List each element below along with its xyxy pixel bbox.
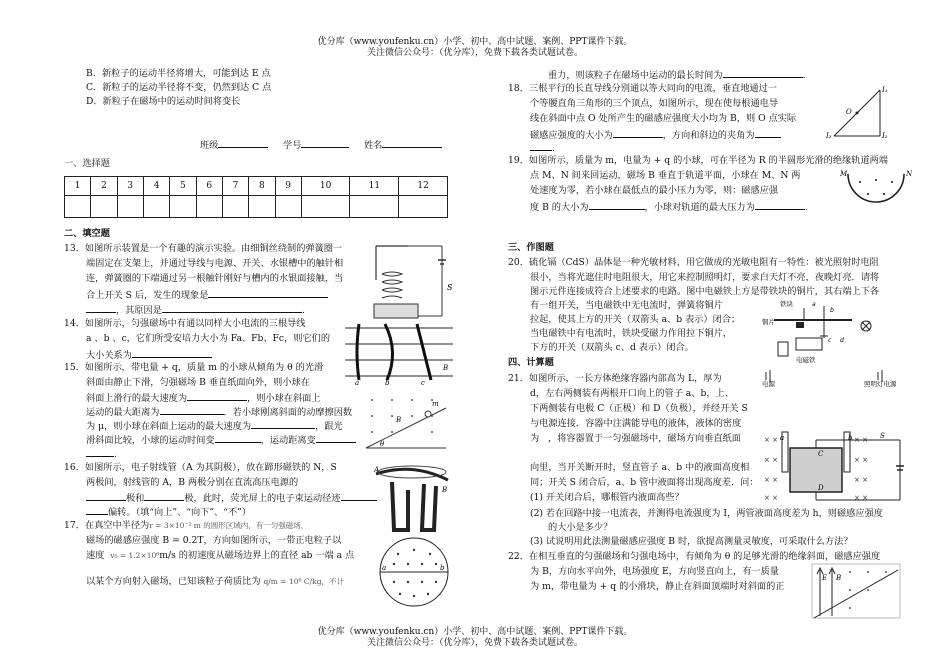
q16-label-B: B <box>442 486 448 494</box>
q20-line-5: 拉起，使其上方的开关（双箭头 a、b 表示）闭合； <box>530 314 741 325</box>
answer-number-cell: 11 <box>350 177 399 196</box>
q15-blank-3[interactable] <box>251 419 315 429</box>
q13-text: 合上开关 S 后，发生的现象是 <box>86 290 209 301</box>
answer-number-cell: 9 <box>275 177 301 196</box>
id-blank[interactable] <box>301 138 349 148</box>
answer-blank-cell[interactable] <box>350 196 399 218</box>
q17-label-b: b <box>440 564 445 572</box>
q21-label-a: a <box>780 434 785 442</box>
q14-blank[interactable] <box>132 348 212 358</box>
q16-line-1: 16．如图所示，电子射线管（A 为其阴极），放在蹄形磁铁的 N，S <box>64 462 337 473</box>
q15-figure <box>362 392 450 454</box>
footer-line-1: 优分库（www.youfenku.cn）小学、初中、高中试题、案例、PPT课件下载。 <box>317 627 633 637</box>
q20-figure <box>760 298 910 388</box>
svg-text:× ×: × × <box>854 476 868 484</box>
id-label: 学号 <box>282 140 302 151</box>
q18-t1: 磁感应强度的大小为 <box>530 130 613 141</box>
q21-line-3: 下两侧装有电极 C（正极）和 D（负极），并经开关 S <box>530 403 748 414</box>
section-choice: 一、选择题 <box>64 158 110 169</box>
svg-text:× ×: × × <box>854 456 868 464</box>
q15-label-theta: θ <box>380 440 385 448</box>
q17-cont: 重力，则该粒子在磁场中运动的最长时间为 . <box>548 70 806 81</box>
answer-blank-cell[interactable] <box>275 196 301 218</box>
answer-number-cell: 1 <box>65 177 91 196</box>
q13-line-5: ，其原因是 . <box>86 303 305 317</box>
section-calc: 四、计算题 <box>508 357 554 368</box>
q20-line-2: 很小，当将光遮住时电阻很大，用它来控制照明灯，要求白天灯不亮，夜晚灯亮．请将 <box>530 272 880 283</box>
q18-label-i3: I₃ <box>826 132 832 140</box>
svg-text:× ×: × × <box>854 436 868 444</box>
header-line-2: 关注微信公众号：（优分库），免费下载各类试题试卷。 <box>366 48 583 58</box>
q18-label-o: O <box>846 108 852 116</box>
q21-t1: 为 <box>530 433 540 444</box>
answer-blank-cell[interactable] <box>249 196 275 218</box>
q21-line-2: d，左右两侧装有两根开口向上的管子 a、b，上、 <box>530 388 734 399</box>
q18-line-2: 个等腰直角三角形的三个顶点，如图所示，现在使每根通电导 <box>530 98 779 109</box>
q20-magnet-label: 电磁铁 <box>796 356 816 364</box>
q16-blank-1[interactable] <box>86 491 126 501</box>
q20-a-label: a <box>812 301 816 308</box>
q21-line-5 <box>530 433 741 445</box>
q13-reason: ，其原因是 <box>116 305 162 316</box>
q15-blank-2[interactable] <box>160 405 224 415</box>
q20-c-label: c <box>828 337 832 344</box>
q21-line-11: (3) 试说明用此法测量磁感应强度 B 时，欲提高测量灵敏度，可采取什么方法？ <box>530 536 853 547</box>
q18-line-1: 18．三根平行的长直导线分别通以等大同向的电流，垂直地通过一 <box>508 83 777 94</box>
q20-line-7: 下方的开关（双箭头 c、d 表示）闭合。 <box>530 342 694 353</box>
q15-t5: 为 μ，则小球在斜面上运动的最大速度为 <box>86 421 252 432</box>
answer-number-cell: 4 <box>143 177 169 196</box>
answer-number-cell: 3 <box>117 177 143 196</box>
q13-line-4 <box>86 288 328 302</box>
q21-line-7: 同；开关 S 闭合后，a、b 管中液面将出现高度差．问： <box>530 477 759 488</box>
answer-blank-cell[interactable] <box>301 196 350 218</box>
q13-blank-1[interactable] <box>208 288 328 298</box>
q15-t3: 运动的最大距离为 <box>86 407 160 418</box>
name-blank[interactable] <box>382 138 442 148</box>
option-c: C．新粒子的运动半径将不变，仍然到达 C 点 <box>86 82 272 93</box>
q19-blank-2[interactable] <box>755 200 805 210</box>
answer-blank-cell[interactable] <box>399 196 448 218</box>
q17-radius: r = 3×10⁻² m 的圆形区域内，有一匀强磁场， <box>149 521 309 530</box>
q14-label-c: c <box>421 379 425 386</box>
svg-text:× ×: × × <box>854 494 868 502</box>
q15-t6: ，跟光 <box>315 421 343 432</box>
q20-power-right: 照明灯电源 <box>864 380 897 388</box>
q22-line-2: 为 B，方向水平向外，电场强度 E，方向竖直向上，有一质量 <box>530 566 779 577</box>
q14-line-1: 14．如图所示，匀强磁场中有通以同样大小电流的三根导线 <box>64 318 306 329</box>
q15-line-3 <box>86 391 321 405</box>
q19-figure <box>840 168 912 218</box>
q21-figure <box>760 430 910 506</box>
q19-line-3: 处速度为零，若小球在最低点的最小压力为零，则：磁感应强 <box>530 185 779 196</box>
q17-ratio: q/m = 10⁸ C/kg，不计 <box>263 577 345 586</box>
q19-line-2: 点 M、N 间来回运动，磁场 B 垂直于轨道平面，小球在 M、N 两 <box>530 170 801 181</box>
q13-figure <box>368 240 456 322</box>
q20-line-1: 20．硫化镉（CdS）晶体是一种光敏材料，用它做成的光敏电阻有一特性：被光照射时电阻 <box>508 257 879 268</box>
q16-t3: 偏转。（填“向上”、“向下”、“不”） <box>108 507 252 518</box>
q17-speed: v₀ = 1.2×10⁶ <box>110 551 160 560</box>
answer-blank-cell[interactable] <box>222 196 248 218</box>
class-blank[interactable] <box>218 138 268 148</box>
q13-s-label: S <box>447 283 453 292</box>
q15-blank-6[interactable] <box>86 447 114 457</box>
q14-line-2: a 、b 、c，它们所受安培力大小为 Fa、Fb、Fc，则它们的 <box>86 333 331 344</box>
q15-line-5 <box>86 419 343 433</box>
class-field <box>200 138 442 152</box>
q15-t1: 斜面上滑行的最大速度为 <box>86 393 188 404</box>
q14-figure <box>345 322 453 386</box>
q19-line-1: 19．如图所示，质量为 m，电量为 + q 的小球，可在半径为 R 的半圆形光滑的绝缘轨道两端 <box>508 155 888 166</box>
q18-label-i1: I₁ <box>882 86 888 94</box>
q18-blank-2[interactable] <box>755 128 781 138</box>
q16-blank-4[interactable] <box>86 505 108 515</box>
q13-blank-2[interactable] <box>162 303 302 313</box>
q18-line-4 <box>530 128 781 142</box>
q17-line-3 <box>86 550 354 562</box>
q20-b-label: b <box>830 307 834 314</box>
q15-label-m: m <box>432 400 439 408</box>
q22-line-1: 22．在相互垂直的匀强磁场和匀强电场中，有倾角为 θ 的足够光滑的绝缘斜面，磁感应强度 <box>508 551 881 562</box>
q18-label-i2: I₂ <box>882 132 888 140</box>
answer-blank-row <box>65 196 448 218</box>
q18-blank-1[interactable] <box>613 128 663 138</box>
q17-t4: 以某个方向射入磁场，已知该粒子荷质比为 <box>86 576 261 587</box>
q21-line-1: 21．如图所示，一长方体绝缘容器内部高为 L，厚为 <box>508 373 722 384</box>
q21-line-9: (2) 若在回路中接一电流表，并测得电流强度为 I，两管液面高度差为 h，则磁感应强度 <box>530 508 883 519</box>
q16-line-3 <box>86 491 377 505</box>
q19-blank-1[interactable] <box>589 200 645 210</box>
q15-line-4 <box>86 405 352 419</box>
q21-label-s: S <box>880 432 885 440</box>
q19-t2: ，小球对轨道的最大压力为 <box>644 202 755 213</box>
q22-label-b: B <box>836 574 842 582</box>
q18-line-3: 线在斜面中点 O 处所产生的磁感应强度大小均为 B，则 O 点实际 <box>530 113 797 124</box>
q13-blank-1b[interactable] <box>86 303 116 313</box>
q21-line-8: (1) 开关闭合后，哪根管内液面高些？ <box>530 492 684 503</box>
section-fill: 二、填空题 <box>64 228 110 239</box>
q17-t3: m/s 的初速度从磁场边界上的直径 ab 一端 a 点 <box>159 550 355 561</box>
q22-line-3: 为 m，带电量为 + q 的小滑块，静止在斜面顶端时对斜面的正 <box>530 581 785 592</box>
q16-figure <box>372 460 452 538</box>
q15-line-2: 斜面由静止下滑，匀强磁场 B 垂直纸面向外，则小球在 <box>86 377 310 388</box>
q20-power-left: 电源 <box>762 380 775 388</box>
q15-t2: ，则小球在斜面上 <box>247 393 321 404</box>
q21-label-c: C <box>818 450 824 458</box>
q17-t2: 速度 <box>86 550 105 561</box>
q22-figure <box>810 562 902 620</box>
q21-t2: ，将容器置于一匀强磁场中，磁场方向垂直纸面 <box>547 433 741 444</box>
answer-blank-cell[interactable] <box>170 196 196 218</box>
answer-number-cell: 5 <box>170 177 196 196</box>
q17-figure <box>378 536 450 608</box>
answer-table <box>64 176 448 218</box>
q15-blank-5[interactable] <box>316 433 356 443</box>
answer-blank-cell[interactable] <box>196 196 222 218</box>
answer-number-cell: 12 <box>399 177 448 196</box>
q21-line-6: 向里，当开关断开时，竖直管子 a、b 中的液面高度相 <box>530 462 750 473</box>
q15-line-7: . <box>86 447 117 461</box>
q17-line-1 <box>64 520 308 532</box>
q15-t7: 滑斜面比较，小球的运动时间变 <box>86 435 215 446</box>
q17-label-a: a <box>382 564 387 572</box>
q18-figure <box>826 82 888 140</box>
q21-line-4: 与电源连接．容器中注满能导电的液体，液体的密度 <box>530 418 742 429</box>
answer-number-cell: 8 <box>249 177 275 196</box>
q14-label-b: b <box>385 379 390 386</box>
q16-line-4 <box>86 505 251 519</box>
q19-label-m: M <box>840 170 848 178</box>
q17-t1: 17．在真空中半径为 <box>64 520 150 531</box>
q16-label-A: A <box>374 466 380 474</box>
q21-label-b: b <box>848 434 853 442</box>
q20-iron-label: 铁块 <box>780 300 793 308</box>
answer-number-row <box>65 177 448 196</box>
q16-t2: 极，此时，荧光屏上的电子束运动径迹 <box>184 493 341 504</box>
option-d: D．新粒子在磁场中的运动时间将变长 <box>86 96 241 107</box>
svg-text:× ×: × × <box>764 494 778 502</box>
q18-t2: ，方向和斜边的夹角为 <box>662 130 755 141</box>
footer-line-2: 关注微信公众号：（优分库），免费下载各类试题试卷。 <box>366 638 583 648</box>
q15-blank-1[interactable] <box>187 391 247 401</box>
q20-line-3: 图示元件连接成符合上述要求的电路。图中电磁铁上方是带铁块的铜片，其右端上下各 <box>530 286 880 297</box>
q15-t8: ，运动距离变 <box>260 435 316 446</box>
svg-text:× ×: × × <box>764 456 778 464</box>
name-label: 姓名 <box>363 140 383 151</box>
q15-line-6 <box>86 433 356 447</box>
q16-t1: 极和 <box>126 493 145 504</box>
q18-line-5: . <box>530 141 555 155</box>
q15-blank-4[interactable] <box>215 433 261 443</box>
q19-label-n: N <box>906 170 912 178</box>
answer-number-cell: 7 <box>222 177 248 196</box>
answer-number-cell: 10 <box>301 177 350 196</box>
q13-line-1: 13．如图所示装置是一个有趣的演示实验。由细铜丝绕制的弹簧圈一 <box>64 243 343 254</box>
q18-blank-3[interactable] <box>530 141 552 151</box>
q14-text: 大小关系为 <box>86 350 132 361</box>
q20-d-label: d <box>840 337 844 344</box>
q20-line-6: 当电磁铁中有电流时，铁块受磁力作用拉下铜片， <box>530 328 733 339</box>
q16-line-2: 两极间，射线管的 A，B 两极分别在直流高压电源的 <box>86 477 299 488</box>
q20-copper-label: 铜片 <box>762 318 775 326</box>
answer-blank-cell[interactable] <box>117 196 143 218</box>
answer-blank-cell[interactable] <box>143 196 169 218</box>
svg-text:× ×: × × <box>764 436 778 444</box>
option-b: B．新粒子的运动半径将增大，可能到达 E 点 <box>86 68 271 79</box>
header-line-1: 优分库（www.youfenku.cn）小学、初中、高中试题、案例、PPT课件下载。 <box>317 37 633 47</box>
q19-t1: 度 B 的大小为 <box>530 202 589 213</box>
answer-number-cell: 2 <box>91 177 117 196</box>
answer-blank-cell[interactable] <box>91 196 117 218</box>
q16-blank-2[interactable] <box>144 491 184 501</box>
q17-line-2: 磁场的磁感应强度 B = 0.2T，方向如图所示，一带正电粒子以 <box>86 535 342 546</box>
q13-line-3: 连，弹簧圈的下端通过另一根触针刚好与槽内的水银面接触，当 <box>86 273 344 284</box>
q15-label-B: B <box>396 416 402 424</box>
q17-line-4 <box>86 576 344 588</box>
q21-line-10: 的大小是多少？ <box>548 522 613 533</box>
q13-line-2: 端固定在支架上，并通过导线与电源、开关、水银槽中的触针相 <box>86 258 344 269</box>
q17-cont-text: 重力，则该粒子在磁场中运动的最长时间为 <box>548 70 723 81</box>
q22-label-e: E <box>822 574 828 582</box>
q21-label-d: D <box>818 484 824 492</box>
q17-blank[interactable] <box>723 68 803 78</box>
section-drawing: 三、作图题 <box>508 242 554 253</box>
q14-line-3 <box>86 348 212 362</box>
q14-label-a: a <box>355 379 360 386</box>
q19-line-4: 度 B 的大小为 ，小球对轨道的最大压力为 . <box>530 202 808 213</box>
class-label: 班级 <box>200 140 219 151</box>
answer-number-cell: 6 <box>196 177 222 196</box>
q15-t4: ．若小球刚离斜面的动摩擦因数 <box>223 407 353 418</box>
q20-line-4: 有一组开关，当电磁铁中无电流时，弹簧将铜片 <box>530 300 723 311</box>
svg-text:× ×: × × <box>764 476 778 484</box>
q15-line-1: 15．如图所示，带电量 + q，质量 m 的小球从倾角为 θ 的光滑 <box>64 362 324 373</box>
q14-label-B: B <box>443 364 449 372</box>
answer-blank-cell[interactable] <box>65 196 91 218</box>
